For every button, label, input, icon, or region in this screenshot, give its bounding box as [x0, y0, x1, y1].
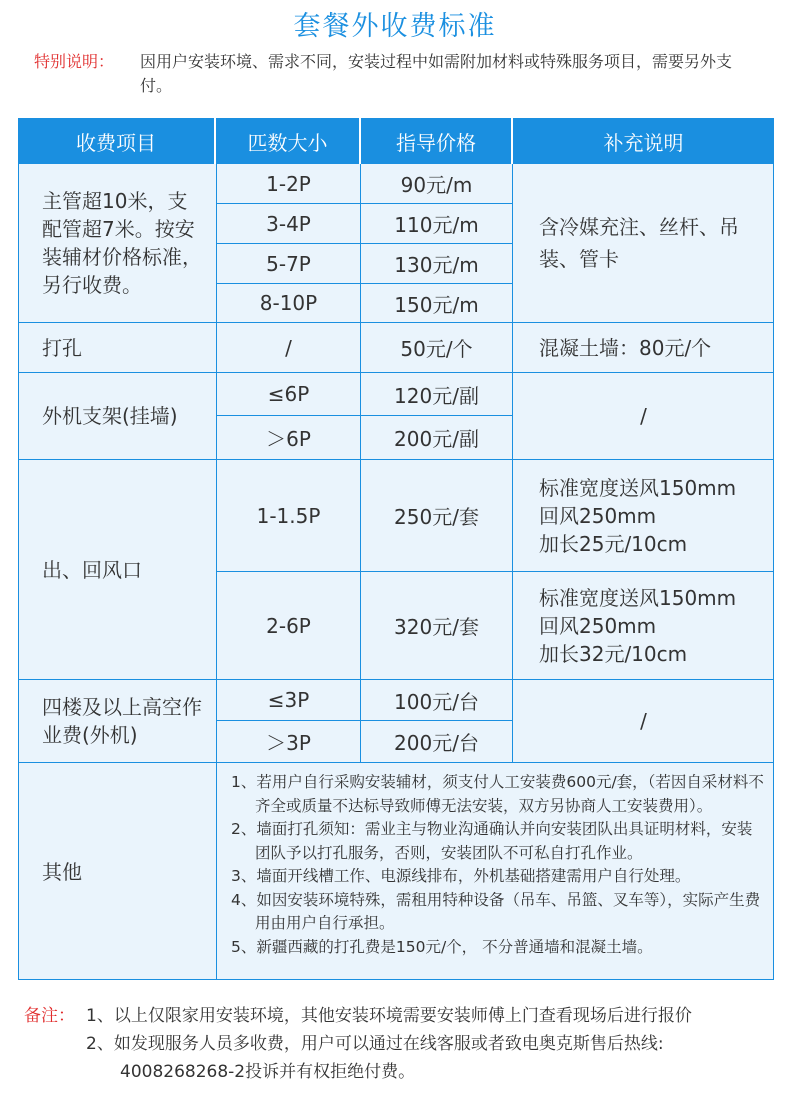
- vent-note-2-line-2: 回风250mm: [539, 613, 657, 638]
- grid-line: [773, 118, 774, 980]
- highrise-size-2: ＞3P: [217, 721, 360, 762]
- pipe-note: [513, 164, 774, 322]
- vent-price-2: 320元/套: [361, 572, 512, 679]
- header-price: 指导价格: [361, 118, 511, 164]
- drill-note: 混凝土墙：80元/个: [513, 323, 774, 372]
- grid-line: [216, 203, 513, 204]
- highrise-item-text: 四楼及以上高空作业费(外机): [42, 695, 202, 747]
- grid-line: [216, 164, 217, 980]
- grid-line: [216, 415, 513, 416]
- other-note-5: 5、新疆西藏的打孔费是150元/个， 不分普通墙和混凝土墙。: [231, 937, 653, 956]
- grid-line: [18, 322, 774, 323]
- pipe-price-4: 150元/m: [361, 284, 512, 322]
- bracket-item: 外机支架(挂墙): [18, 373, 216, 459]
- pipe-note-text: 含冷媒充注、丝杆、吊装、管卡: [539, 215, 739, 271]
- header-note: 补充说明: [513, 118, 774, 164]
- vent-note-1-line-3: 加长25元/10cm: [539, 531, 688, 556]
- pipe-item-text: 主管超10米，支配管超7米。按安装辅材价格标准，另行收费。: [42, 189, 202, 297]
- bracket-size-2: ＞6P: [217, 416, 360, 459]
- pipe-price-3: 130元/m: [361, 244, 512, 283]
- vent-item: 出、回风口: [18, 460, 216, 679]
- vent-note-1-line-2: 回风250mm: [539, 503, 657, 528]
- grid-line: [216, 720, 513, 721]
- other-note-3: 3、墙面开线槽工作、电源线排布，外机基础搭建需用户自行处理。: [231, 867, 691, 885]
- bracket-note: /: [513, 373, 774, 459]
- pipe-price-1: 90元/m: [361, 164, 512, 203]
- highrise-size-1: ≤3P: [217, 680, 360, 720]
- grid-line: [216, 571, 774, 572]
- drill-price: 50元/个: [361, 323, 512, 372]
- bracket-size-1: ≤6P: [217, 373, 360, 415]
- vent-note-2-line-1: 标准宽度送风150mm: [539, 585, 737, 610]
- grid-line: [18, 762, 774, 763]
- grid-line: [216, 283, 513, 284]
- vent-note-2: [513, 572, 774, 679]
- remark-3: 4008268268-2投诉并有权拒绝付费。: [120, 1062, 416, 1082]
- grid-line: [18, 679, 774, 680]
- grid-line: [360, 164, 361, 763]
- remark-2: 2、如发现服务人员多收费，用户可以通过在线客服或者致电奥克斯售后热线:: [86, 1034, 664, 1054]
- drill-size: /: [217, 323, 360, 372]
- pipe-price-2: 110元/m: [361, 204, 512, 243]
- highrise-price-2: 200元/台: [361, 721, 512, 762]
- vent-note-1-line-1: 标准宽度送风150mm: [539, 475, 737, 500]
- grid-line: [512, 164, 513, 763]
- pipe-size-1: 1-2P: [217, 164, 360, 203]
- grid-line: [216, 243, 513, 244]
- header-item: 收费项目: [18, 118, 214, 164]
- highrise-item: [18, 680, 216, 762]
- pipe-size-4: 8-10P: [217, 284, 360, 322]
- pipe-item: [18, 164, 216, 322]
- bracket-price-2: 200元/副: [361, 416, 512, 459]
- vent-size-1: 1-1.5P: [217, 460, 360, 571]
- grid-line: [18, 979, 774, 980]
- other-note-1: 1、若用户自行采购安装辅材，须支付人工安装费600元/套，（若因自采材料不齐全或质量不达标导致师傅无法安装，双方另协商人工安装费用）。: [231, 773, 764, 815]
- grid-line: [18, 372, 774, 373]
- vent-note-2-line-3: 加长32元/10cm: [539, 641, 688, 666]
- other-note-4: 4、如因安装环境特殊，需租用特种设备（吊车、吊篮、叉车等），实际产生费用由用户自行承担。: [231, 890, 761, 932]
- bracket-price-1: 120元/副: [361, 373, 512, 415]
- remarks-label: 备注：: [24, 1006, 75, 1026]
- other-note-2: 2、墙面打孔须知：需业主与物业沟通确认并向安装团队出具证明材料，安装团队予以打孔服务，否则，安装团队不可私自打孔作业。: [231, 820, 753, 862]
- vent-note-1: [513, 460, 774, 571]
- pipe-size-3: 5-7P: [217, 244, 360, 283]
- vent-size-2: 2-6P: [217, 572, 360, 679]
- drill-item: 打孔: [18, 323, 216, 372]
- highrise-note: /: [513, 680, 774, 762]
- vent-price-1: 250元/套: [361, 460, 512, 571]
- special-notice-text: 因用户安装环境、需求不同，安装过程中如需附加材料或特殊服务项目，需要另外支付。: [140, 52, 733, 95]
- page-title: 套餐外收费标准: [293, 11, 497, 42]
- fee-table: [18, 118, 774, 980]
- pipe-size-2: 3-4P: [217, 204, 360, 243]
- special-notice-label: 特别说明：: [34, 52, 115, 71]
- highrise-price-1: 100元/台: [361, 680, 512, 720]
- other-item: 其他: [18, 763, 216, 980]
- grid-line: [18, 459, 774, 460]
- header-size: 匹数大小: [216, 118, 359, 164]
- other-notes: [217, 763, 774, 980]
- remark-1: 1、以上仅限家用安装环境，其他安装环境需要安装师傅上门查看现场后进行报价: [86, 1006, 692, 1026]
- grid-line: [18, 118, 19, 980]
